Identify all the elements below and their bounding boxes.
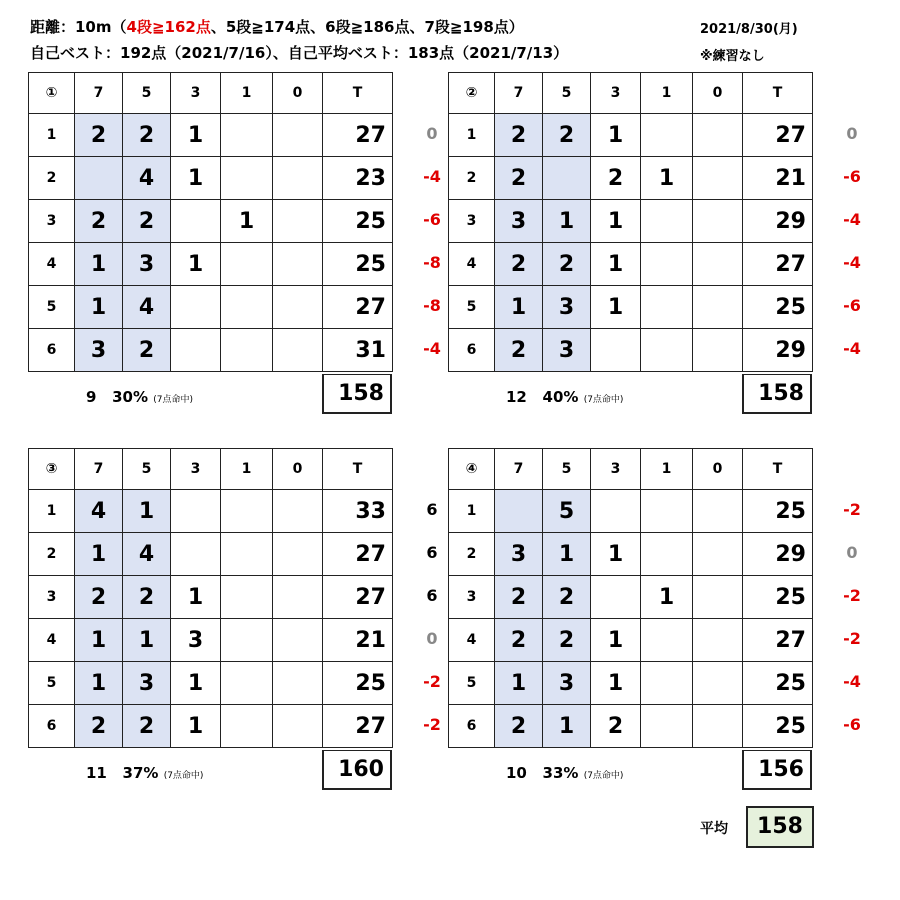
count-cell-3: 1 (171, 114, 221, 157)
count-cell-7: 2 (75, 576, 123, 619)
best-line: 自己ベスト：192点（2021/7/16）、自己平均ベスト：183点（2021/7/13） (30, 44, 569, 62)
score-difference: -6 (843, 296, 861, 315)
score-difference: -4 (423, 167, 441, 186)
count-cell-7: 2 (495, 329, 543, 372)
score-table-2 (448, 72, 813, 372)
count-cell-3: 1 (591, 243, 641, 286)
round-total: 158 (742, 374, 812, 414)
table-row (449, 576, 813, 619)
count-cell-3: 1 (591, 286, 641, 329)
round-label: ② (449, 73, 495, 114)
count-cell-3: 2 (591, 157, 641, 200)
end-total: 33 (323, 490, 393, 533)
count-cell-1 (641, 619, 693, 662)
hit-percent: 33% (542, 764, 579, 782)
end-number: 1 (29, 490, 75, 533)
round-total: 160 (322, 750, 392, 790)
count-cell-5: 4 (123, 157, 171, 200)
score-difference: -2 (423, 715, 441, 734)
count-cell-1: 1 (221, 200, 273, 243)
table-row (449, 200, 813, 243)
round-label: ④ (449, 449, 495, 490)
end-number: 5 (449, 286, 495, 329)
count-cell-1 (641, 705, 693, 748)
end-total: 25 (323, 243, 393, 286)
column-header: 1 (221, 449, 273, 490)
end-number: 4 (449, 243, 495, 286)
count-cell-7: 2 (495, 619, 543, 662)
end-number: 4 (449, 619, 495, 662)
count-cell-0 (693, 286, 743, 329)
count-cell-3: 3 (171, 619, 221, 662)
column-header: T (323, 449, 393, 490)
count-cell-7 (495, 490, 543, 533)
count-cell-7: 2 (75, 114, 123, 157)
end-total: 27 (323, 705, 393, 748)
table-row (449, 705, 813, 748)
column-header: 7 (495, 449, 543, 490)
count-cell-1 (221, 576, 273, 619)
hit-percent: 37% (122, 764, 159, 782)
count-cell-3: 1 (591, 114, 641, 157)
end-number: 3 (29, 576, 75, 619)
table-row (29, 576, 393, 619)
score-table-4 (448, 448, 813, 748)
count-cell-3: 1 (591, 619, 641, 662)
end-number: 2 (449, 157, 495, 200)
count-cell-7: 2 (75, 705, 123, 748)
table-header-row (449, 73, 813, 114)
count-cell-1 (641, 286, 693, 329)
count-cell-5: 2 (123, 576, 171, 619)
column-header: 5 (543, 73, 591, 114)
count-cell-1 (641, 329, 693, 372)
column-header: 7 (75, 73, 123, 114)
count-cell-3 (171, 490, 221, 533)
score-difference: 0 (846, 543, 858, 562)
count-cell-7: 1 (495, 662, 543, 705)
table-row (29, 157, 393, 200)
table-row (449, 619, 813, 662)
hit-note: (7点命中) (583, 771, 624, 781)
end-total: 25 (323, 662, 393, 705)
count-cell-5: 2 (123, 329, 171, 372)
end-total: 29 (743, 200, 813, 243)
end-number: 5 (449, 662, 495, 705)
column-header: 0 (273, 449, 323, 490)
end-total: 25 (743, 286, 813, 329)
practice-note: ※練習なし (700, 49, 765, 64)
hit-percent: 30% (112, 388, 149, 406)
average-label: 平均 (700, 821, 728, 837)
table-row (29, 705, 393, 748)
count-cell-0 (693, 490, 743, 533)
end-total: 27 (743, 243, 813, 286)
end-number: 5 (29, 662, 75, 705)
count-cell-3 (171, 286, 221, 329)
hit-count: 9 (86, 388, 97, 406)
table-row (449, 533, 813, 576)
end-total: 25 (323, 200, 393, 243)
count-cell-0 (693, 243, 743, 286)
column-header: T (323, 73, 393, 114)
end-total: 21 (743, 157, 813, 200)
column-header: 7 (495, 73, 543, 114)
count-cell-7: 2 (495, 114, 543, 157)
count-cell-7: 3 (495, 533, 543, 576)
column-header: 1 (641, 73, 693, 114)
count-cell-0 (273, 533, 323, 576)
count-cell-0 (693, 619, 743, 662)
end-number: 2 (29, 157, 75, 200)
column-header: 3 (591, 73, 641, 114)
count-cell-0 (693, 533, 743, 576)
count-cell-7: 2 (495, 705, 543, 748)
count-cell-7: 1 (75, 243, 123, 286)
column-header: 1 (221, 73, 273, 114)
score-difference: -8 (423, 253, 441, 272)
count-cell-3: 1 (591, 533, 641, 576)
column-header: 0 (693, 73, 743, 114)
count-cell-1 (641, 114, 693, 157)
end-total: 27 (323, 533, 393, 576)
rank-thresholds: 、5段≧174点、6段≧186点、7段≧198点） (210, 18, 524, 36)
hit-count: 10 (506, 764, 527, 782)
end-number: 1 (449, 490, 495, 533)
end-number: 3 (449, 576, 495, 619)
end-number: 3 (29, 200, 75, 243)
distance-prefix: 距離：10m（ (30, 18, 127, 36)
score-difference: -2 (843, 629, 861, 648)
count-cell-5: 3 (543, 286, 591, 329)
count-cell-0 (693, 200, 743, 243)
count-cell-3 (171, 533, 221, 576)
score-difference: -6 (843, 167, 861, 186)
end-number: 6 (29, 705, 75, 748)
count-cell-3: 1 (171, 576, 221, 619)
count-cell-1 (221, 329, 273, 372)
count-cell-7: 1 (75, 662, 123, 705)
count-cell-1 (641, 200, 693, 243)
count-cell-3: 1 (171, 157, 221, 200)
end-number: 6 (449, 329, 495, 372)
count-cell-3 (591, 329, 641, 372)
count-cell-7: 3 (75, 329, 123, 372)
count-cell-0 (273, 329, 323, 372)
count-cell-1 (221, 157, 273, 200)
count-cell-5: 1 (543, 533, 591, 576)
end-number: 4 (29, 243, 75, 286)
column-header: T (743, 449, 813, 490)
count-cell-1: 1 (641, 576, 693, 619)
count-cell-1 (641, 243, 693, 286)
rank4-threshold: 4段≧162点 (126, 18, 211, 36)
count-cell-5: 4 (123, 286, 171, 329)
count-cell-3 (171, 200, 221, 243)
end-total: 25 (743, 576, 813, 619)
score-difference: -4 (843, 672, 861, 691)
count-cell-3 (171, 329, 221, 372)
table-row (29, 619, 393, 662)
count-cell-1 (221, 243, 273, 286)
count-cell-3: 1 (591, 662, 641, 705)
count-cell-0 (273, 619, 323, 662)
count-cell-3: 1 (171, 662, 221, 705)
count-cell-5: 3 (543, 329, 591, 372)
count-cell-7: 1 (495, 286, 543, 329)
column-header: T (743, 73, 813, 114)
table-row (449, 286, 813, 329)
end-number: 6 (29, 329, 75, 372)
count-cell-5: 1 (543, 705, 591, 748)
score-difference: 0 (426, 124, 438, 143)
table-header-row (449, 449, 813, 490)
count-cell-5: 2 (543, 243, 591, 286)
count-cell-0 (273, 157, 323, 200)
count-cell-5: 2 (543, 114, 591, 157)
count-cell-3 (591, 490, 641, 533)
end-total: 27 (743, 619, 813, 662)
count-cell-1 (641, 533, 693, 576)
count-cell-0 (693, 705, 743, 748)
column-header: 3 (171, 449, 221, 490)
count-cell-3: 1 (171, 705, 221, 748)
count-cell-7: 2 (75, 200, 123, 243)
count-cell-7: 2 (495, 576, 543, 619)
column-header: 3 (591, 449, 641, 490)
score-table-1 (28, 72, 393, 372)
count-cell-7: 2 (495, 157, 543, 200)
table-row (449, 490, 813, 533)
count-cell-5: 4 (123, 533, 171, 576)
end-number: 1 (449, 114, 495, 157)
count-cell-1: 1 (641, 157, 693, 200)
hit-summary (506, 388, 623, 406)
count-cell-0 (273, 705, 323, 748)
score-difference: 0 (846, 124, 858, 143)
count-cell-5: 1 (123, 490, 171, 533)
round-label: ③ (29, 449, 75, 490)
count-cell-1 (221, 114, 273, 157)
score-table-3 (28, 448, 393, 748)
hit-count: 11 (86, 764, 107, 782)
end-total: 23 (323, 157, 393, 200)
count-cell-3: 2 (591, 705, 641, 748)
end-number: 5 (29, 286, 75, 329)
end-total: 27 (323, 114, 393, 157)
count-cell-0 (273, 576, 323, 619)
score-difference: -2 (843, 500, 861, 519)
hit-summary (86, 388, 193, 406)
count-cell-0 (273, 200, 323, 243)
score-difference: -2 (423, 672, 441, 691)
column-header: 5 (543, 449, 591, 490)
hit-percent: 40% (542, 388, 579, 406)
hit-note: (7点命中) (583, 395, 624, 405)
count-cell-5: 2 (543, 619, 591, 662)
hit-note: (7点命中) (163, 771, 204, 781)
count-cell-7: 1 (75, 619, 123, 662)
table-header-row (29, 449, 393, 490)
table-row (29, 114, 393, 157)
column-header: 0 (693, 449, 743, 490)
end-number: 2 (449, 533, 495, 576)
count-cell-1 (221, 286, 273, 329)
count-cell-0 (273, 662, 323, 705)
count-cell-5: 1 (123, 619, 171, 662)
table-row (449, 243, 813, 286)
count-cell-5: 2 (123, 705, 171, 748)
count-cell-5: 3 (123, 243, 171, 286)
count-cell-1 (221, 619, 273, 662)
score-difference: -4 (843, 339, 861, 358)
distance-line (30, 16, 524, 37)
count-cell-7: 2 (495, 243, 543, 286)
count-cell-0 (273, 286, 323, 329)
count-cell-1 (221, 533, 273, 576)
end-number: 3 (449, 200, 495, 243)
count-cell-5 (543, 157, 591, 200)
count-cell-1 (641, 490, 693, 533)
score-difference: -4 (843, 210, 861, 229)
end-total: 25 (743, 662, 813, 705)
count-cell-0 (693, 576, 743, 619)
count-cell-3: 1 (171, 243, 221, 286)
average-value: 158 (746, 806, 814, 848)
count-cell-1 (221, 705, 273, 748)
hit-count: 12 (506, 388, 527, 406)
hit-summary (506, 764, 623, 782)
table-row (29, 243, 393, 286)
count-cell-0 (693, 329, 743, 372)
count-cell-5: 2 (123, 114, 171, 157)
count-cell-0 (273, 114, 323, 157)
table-row (449, 329, 813, 372)
count-cell-7: 3 (495, 200, 543, 243)
end-total: 25 (743, 490, 813, 533)
count-cell-0 (693, 662, 743, 705)
count-cell-5: 3 (543, 662, 591, 705)
count-cell-5: 1 (543, 200, 591, 243)
score-difference: -2 (843, 586, 861, 605)
end-total: 31 (323, 329, 393, 372)
table-row (449, 157, 813, 200)
count-cell-0 (273, 490, 323, 533)
round-label: ① (29, 73, 75, 114)
score-difference: 6 (426, 586, 438, 605)
end-total: 27 (323, 286, 393, 329)
score-difference: -4 (843, 253, 861, 272)
count-cell-1 (221, 490, 273, 533)
end-total: 29 (743, 533, 813, 576)
end-total: 21 (323, 619, 393, 662)
table-row (29, 200, 393, 243)
end-number: 6 (449, 705, 495, 748)
count-cell-1 (641, 662, 693, 705)
column-header: 7 (75, 449, 123, 490)
count-cell-7: 4 (75, 490, 123, 533)
column-header: 3 (171, 73, 221, 114)
count-cell-5: 5 (543, 490, 591, 533)
hit-summary (86, 764, 203, 782)
score-difference: -6 (423, 210, 441, 229)
count-cell-3 (591, 576, 641, 619)
table-row (29, 490, 393, 533)
score-difference: -6 (843, 715, 861, 734)
end-total: 25 (743, 705, 813, 748)
end-total: 27 (743, 114, 813, 157)
count-cell-0 (693, 114, 743, 157)
count-cell-0 (273, 243, 323, 286)
table-row (29, 533, 393, 576)
table-row (449, 662, 813, 705)
count-cell-1 (221, 662, 273, 705)
count-cell-3: 1 (591, 200, 641, 243)
table-row (29, 662, 393, 705)
hit-note: (7点命中) (153, 395, 193, 405)
count-cell-7: 1 (75, 286, 123, 329)
column-header: 1 (641, 449, 693, 490)
end-number: 4 (29, 619, 75, 662)
column-header: 0 (273, 73, 323, 114)
score-difference: 6 (426, 543, 438, 562)
end-number: 2 (29, 533, 75, 576)
round-total: 158 (322, 374, 392, 414)
date-label: 2021/8/30(月) (700, 22, 798, 37)
table-row (449, 114, 813, 157)
end-number: 1 (29, 114, 75, 157)
end-total: 29 (743, 329, 813, 372)
end-total: 27 (323, 576, 393, 619)
table-header-row (29, 73, 393, 114)
count-cell-5: 2 (543, 576, 591, 619)
table-row (29, 286, 393, 329)
column-header: 5 (123, 73, 171, 114)
table-row (29, 329, 393, 372)
score-difference: 6 (426, 500, 438, 519)
score-difference: 0 (426, 629, 438, 648)
count-cell-7 (75, 157, 123, 200)
score-difference: -4 (423, 339, 441, 358)
count-cell-0 (693, 157, 743, 200)
column-header: 5 (123, 449, 171, 490)
round-total: 156 (742, 750, 812, 790)
count-cell-7: 1 (75, 533, 123, 576)
score-difference: -8 (423, 296, 441, 315)
count-cell-5: 2 (123, 200, 171, 243)
count-cell-5: 3 (123, 662, 171, 705)
